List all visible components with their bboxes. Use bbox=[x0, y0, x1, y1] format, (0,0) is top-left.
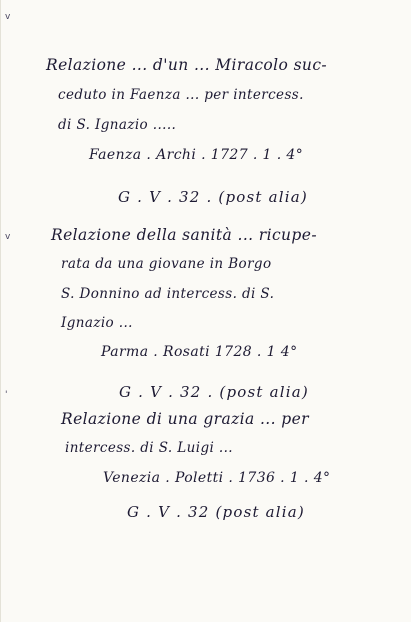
entry-title-line: di S. Ignazio ..... bbox=[58, 117, 177, 133]
entry-title-line: rata da una giovane in Borgo bbox=[61, 256, 272, 272]
entry-imprint: Venezia . Poletti . 1736 . 1 . 4° bbox=[103, 470, 331, 486]
entry-title-line: Relazione di una grazia ... per bbox=[61, 410, 309, 428]
entry-shelfmark: G . V . 32 (post alia) bbox=[127, 503, 305, 521]
entry-title-line: Relazione ... d'un ... Miracolo suc- bbox=[46, 56, 328, 74]
entry-imprint: Faenza . Archi . 1727 . 1 . 4° bbox=[89, 147, 304, 163]
entry-shelfmark: G . V . 32 . (post alia) bbox=[118, 188, 308, 206]
entry-title-line: Relazione della sanità ... ricupe- bbox=[51, 226, 317, 244]
entry-title-line: intercess. di S. Luigi ... bbox=[65, 440, 233, 456]
entry-title-line: Ignazio ... bbox=[61, 315, 133, 331]
margin-mark: v bbox=[5, 12, 11, 22]
entry-imprint: Parma . Rosati 1728 . 1 4° bbox=[101, 344, 298, 360]
entry-shelfmark: G . V . 32 . (post alia) bbox=[119, 383, 309, 401]
margin-mark: ' bbox=[5, 390, 8, 400]
margin-mark: v bbox=[5, 232, 11, 242]
entry-title-line: S. Donnino ad intercess. di S. bbox=[61, 286, 275, 302]
entry-title-line: ceduto in Faenza ... per intercess. bbox=[58, 87, 304, 103]
